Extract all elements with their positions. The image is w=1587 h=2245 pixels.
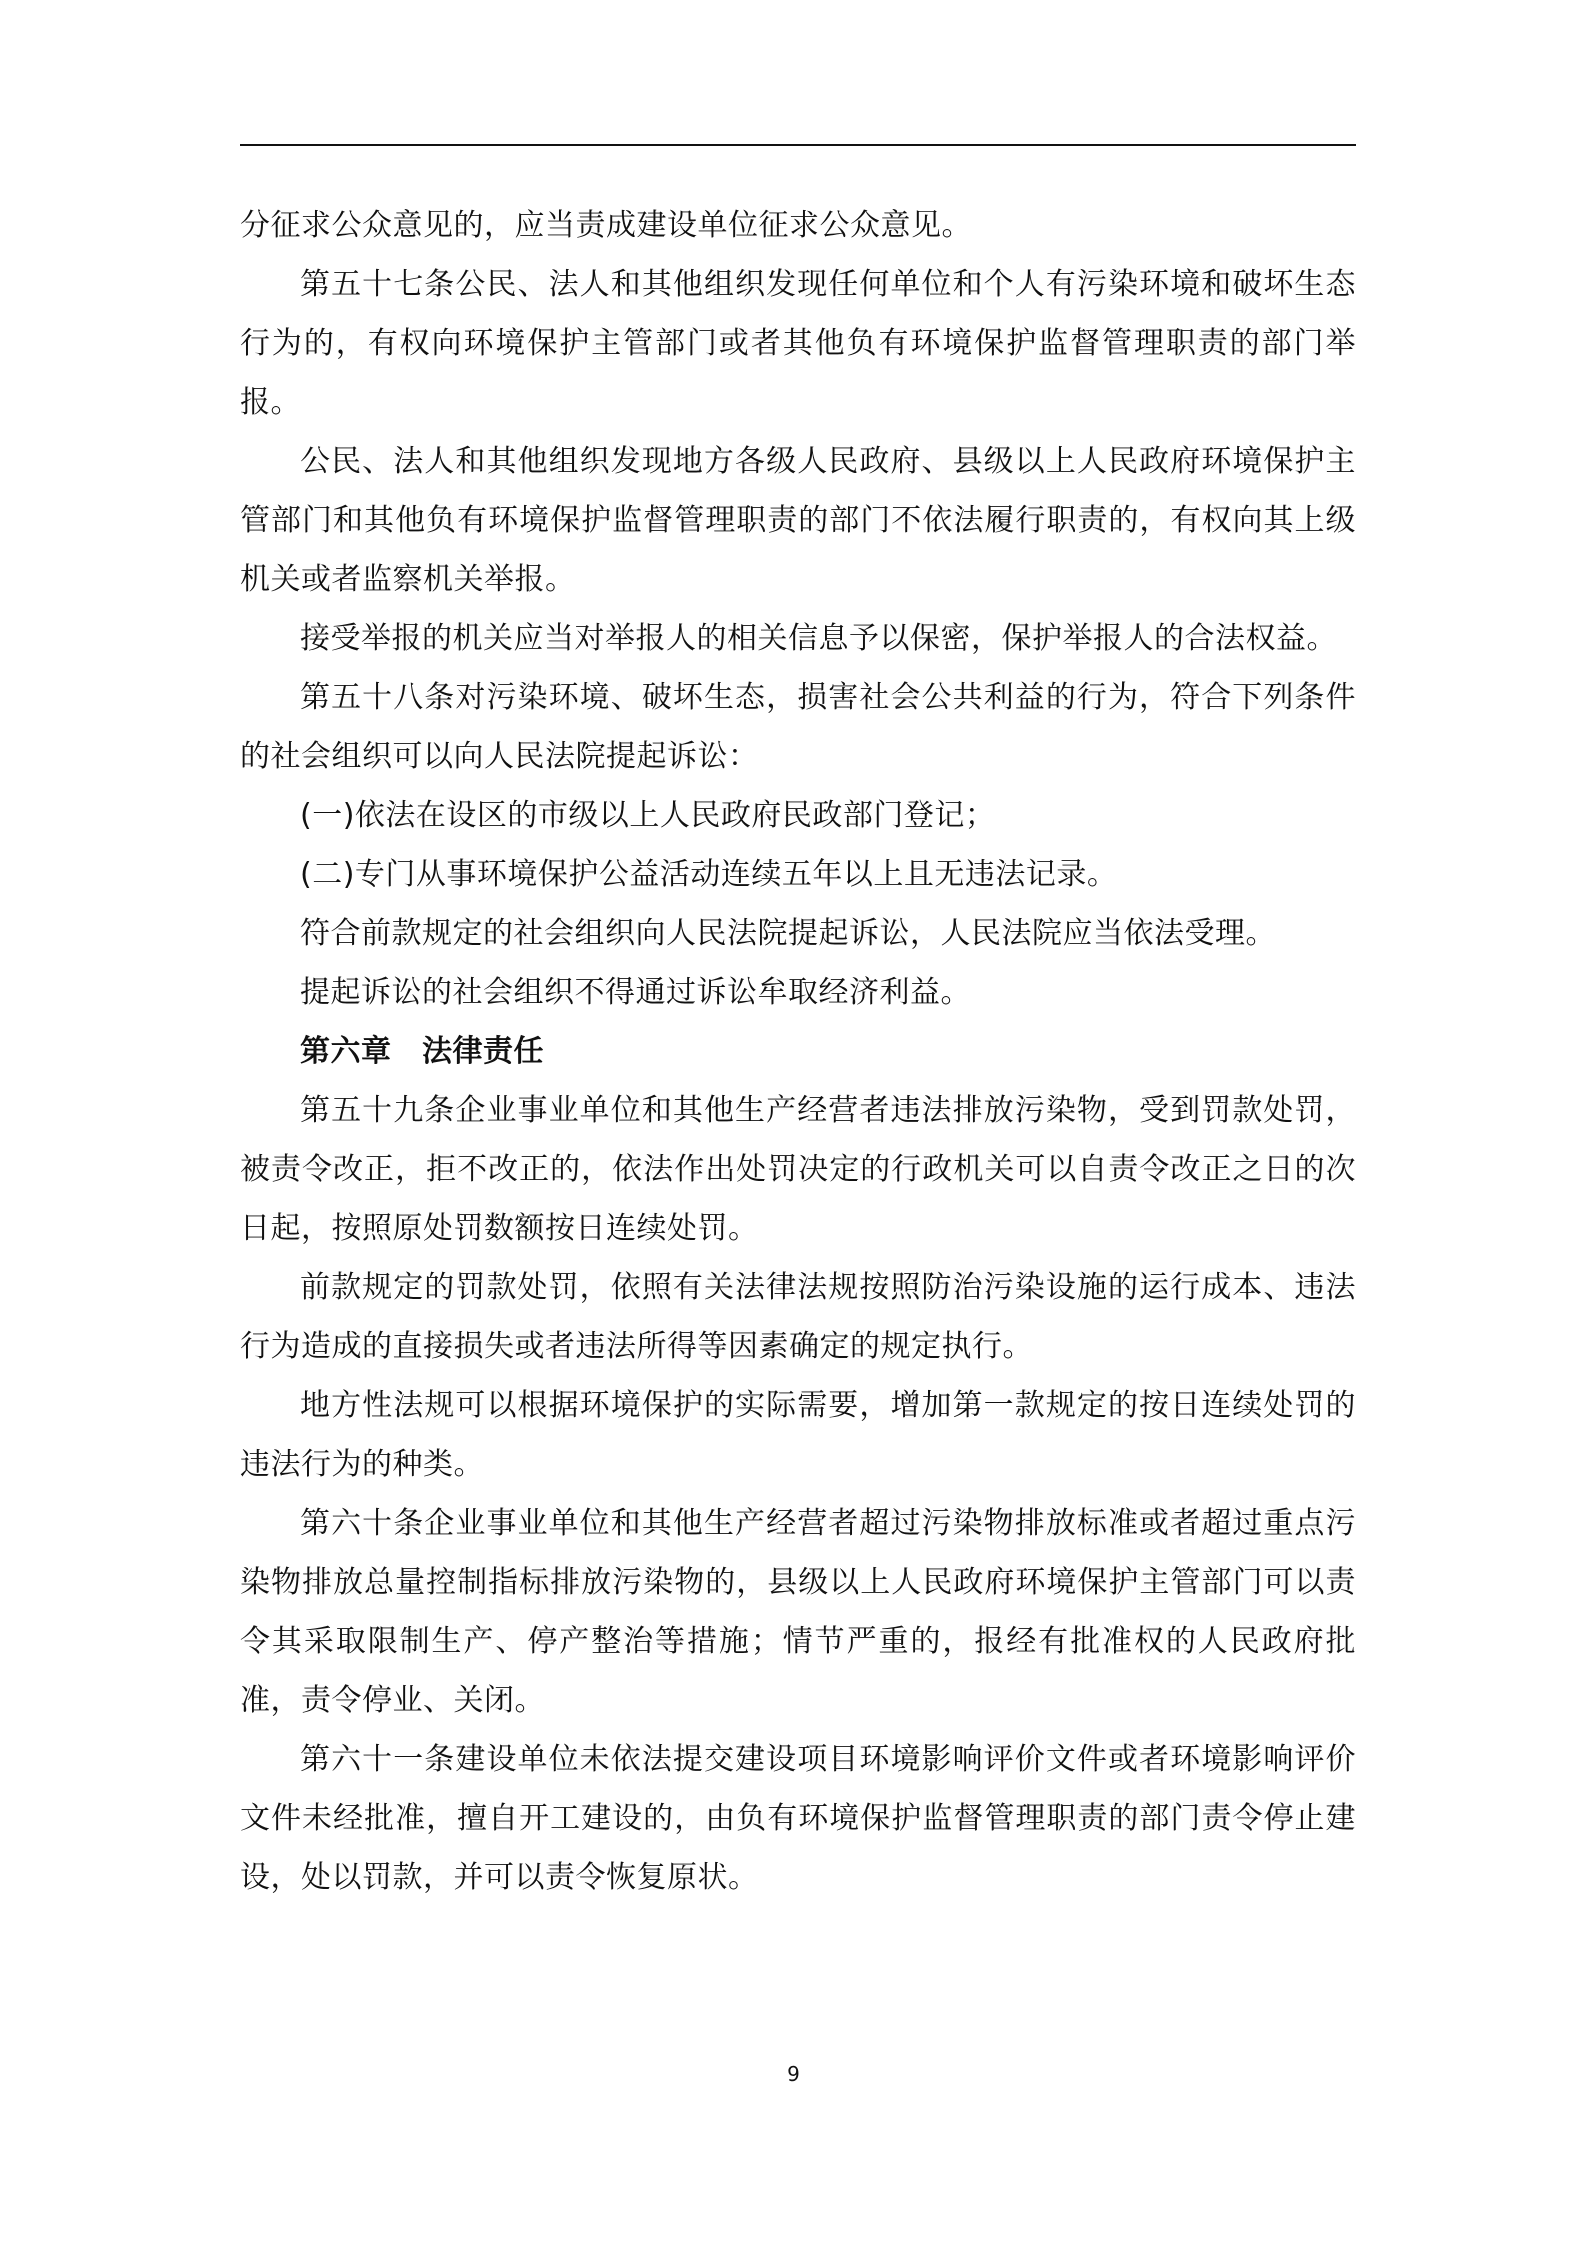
paragraph-article-58-2: 符合前款规定的社会组织向人民法院提起诉讼，人民法院应当依法受理。 <box>300 916 1276 951</box>
paragraph-article-59: 第五十九条企业事业单位和其他生产经营者违法排放污染物，受到罚款处罚，被责令改正，拒不改正的，依法作出处罚决定的行政机关可以自责令改正之日的次日起，按照原处罚数额按日连续处罚。 <box>240 1093 1356 1246</box>
paragraph-article-57-2: 公民、法人和其他组织发现地方各级人民政府、县级以上人民政府环境保护主管部门和其他负有环境保护监督管理职责的部门不依法履行职责的，有权向其上级机关或者监察机关举报。 <box>240 444 1356 597</box>
paragraph-article-57: 第五十七条公民、法人和其他组织发现任何单位和个人有污染环境和破坏生态行为的，有权向环境保护主管部门或者其他负有环境保护监督管理职责的部门举报。 <box>240 267 1356 420</box>
paragraph-article-57-3: 接受举报的机关应当对举报人的相关信息予以保密，保护举报人的合法权益。 <box>300 621 1337 656</box>
chapter-heading: 第六章 法律责任 <box>300 1034 544 1069</box>
paragraph-article-60: 第六十条企业事业单位和其他生产经营者超过污染物排放标准或者超过重点污染物排放总量控制指标排放污染物的，县级以上人民政府环境保护主管部门可以责令其采取限制生产、停产整治等措施；情节严重的，报经有批准权的人民政府批准，责令停业、关闭。 <box>240 1506 1356 1718</box>
paragraph-article-58-item-1: (一)依法在设区的市级以上人民政府民政部门登记； <box>300 798 996 833</box>
paragraph-continuation: 分征求公众意见的，应当责成建设单位征求公众意见。 <box>240 208 972 243</box>
paragraph-article-58: 第五十八条对污染环境、破坏生态，损害社会公共利益的行为，符合下列条件的社会组织可以向人民法院提起诉讼： <box>240 680 1356 774</box>
paragraph-article-59-2: 前款规定的罚款处罚，依照有关法律法规按照防治污染设施的运行成本、违法行为造成的直接损失或者违法所得等因素确定的规定执行。 <box>240 1270 1356 1364</box>
paragraph-article-61: 第六十一条建设单位未依法提交建设项目环境影响评价文件或者环境影响评价文件未经批准，擅自开工建设的，由负有环境保护监督管理职责的部门责令停止建设，处以罚款，并可以责令恢复原状。 <box>240 1742 1356 1895</box>
page-number: 9 <box>787 2062 800 2086</box>
paragraph-article-58-3: 提起诉讼的社会组织不得通过诉讼牟取经济利益。 <box>300 975 971 1010</box>
paragraph-article-58-item-2: (二)专门从事环境保护公益活动连续五年以上且无违法记录。 <box>300 857 1118 892</box>
header-rule <box>240 144 1356 146</box>
paragraph-article-59-3: 地方性法规可以根据环境保护的实际需要，增加第一款规定的按日连续处罚的违法行为的种类。 <box>240 1388 1356 1482</box>
document-body <box>240 196 1356 1907</box>
